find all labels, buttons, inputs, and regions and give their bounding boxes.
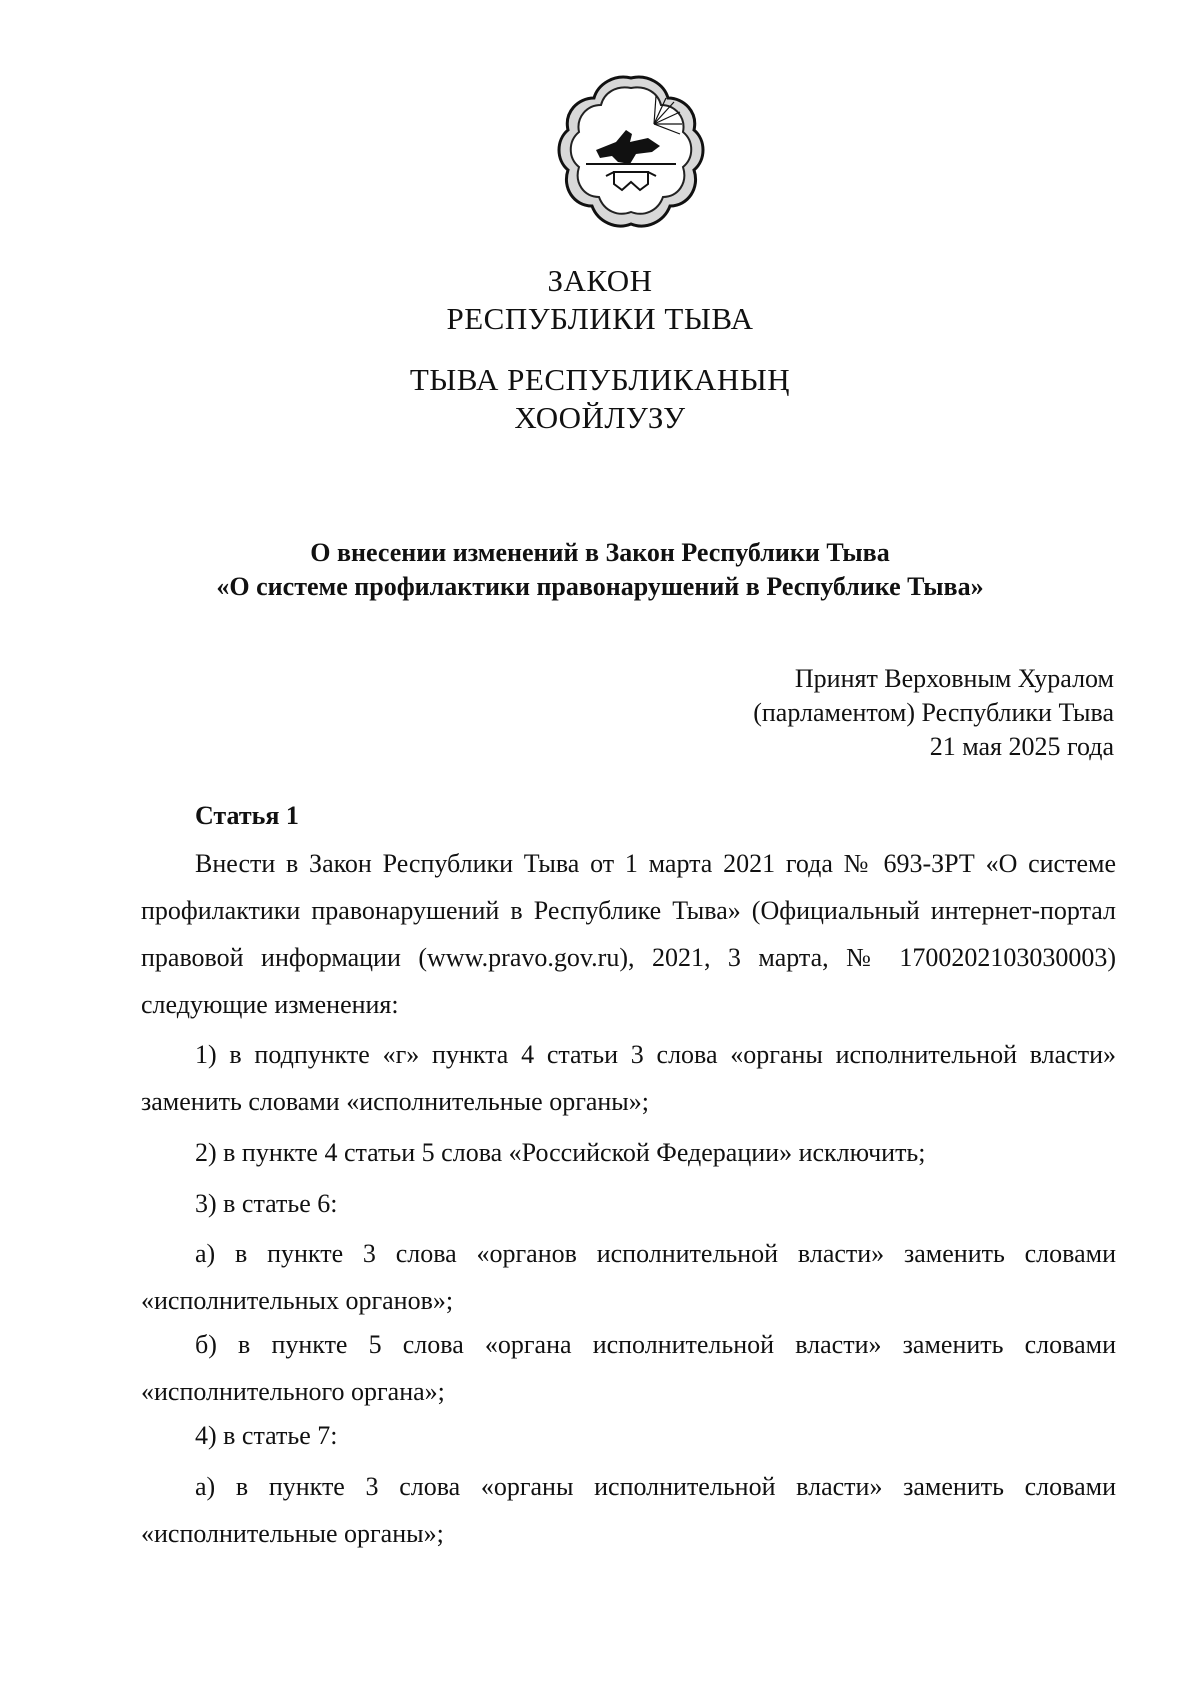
subject-line2: «О системе профилактики правонарушений в Республике Тыва» (216, 572, 984, 601)
adoption-line3: 21 мая 2025 года (929, 732, 1114, 761)
law-title-tyvan-line2: ХООЙЛУЗУ (514, 400, 686, 435)
subject-line1: О внесении изменений в Закон Республики Тыва (310, 538, 890, 567)
law-title-line1: ЗАКОН (547, 263, 653, 298)
article-heading: Статья 1 (195, 801, 299, 830)
law-title-tyvan-line1: ТЫВА РЕСПУБЛИКАНЫҢ (409, 362, 791, 397)
adoption-line1: Принят Верховным Хуралом (794, 664, 1114, 693)
article-paragraph: а) в пункте 3 слова «органов исполнительной власти» заменить словами «исполнительных органов»; (141, 1239, 1116, 1315)
article-paragraph: Внести в Закон Республики Тыва от 1 марта 2021 года № 693-ЗРТ «О системе профилактики правонарушений в Республике Тыва» (Официальный интернет-портал правовой информации (www.pravo.gov.ru), 2021, 3 марта, № 1700202103030003) следующие изменения: (141, 849, 1116, 1019)
article-paragraph: 3) в статье 6: (195, 1189, 338, 1218)
article-paragraph: 4) в статье 7: (195, 1421, 338, 1450)
article-paragraph: а) в пункте 3 слова «органы исполнительной власти» заменить словами «исполнительные органы»; (141, 1472, 1116, 1548)
adoption-block (753, 662, 1114, 764)
tyva-emblem-icon (556, 72, 706, 232)
article-paragraph: 2) в пункте 4 статьи 5 слова «Российской Федерации» исключить; (195, 1138, 926, 1167)
law-title-line2: РЕСПУБЛИКИ ТЫВА (446, 301, 754, 336)
article-paragraph: 1) в подпункте «г» пункта 4 статьи 3 слова «органы исполнительной власти» заменить словами «исполнительные органы»; (141, 1040, 1116, 1116)
adoption-line2: (парламентом) Республики Тыва (753, 698, 1114, 727)
article-paragraph: б) в пункте 5 слова «органа исполнительной власти» заменить словами «исполнительного органа»; (141, 1330, 1116, 1406)
